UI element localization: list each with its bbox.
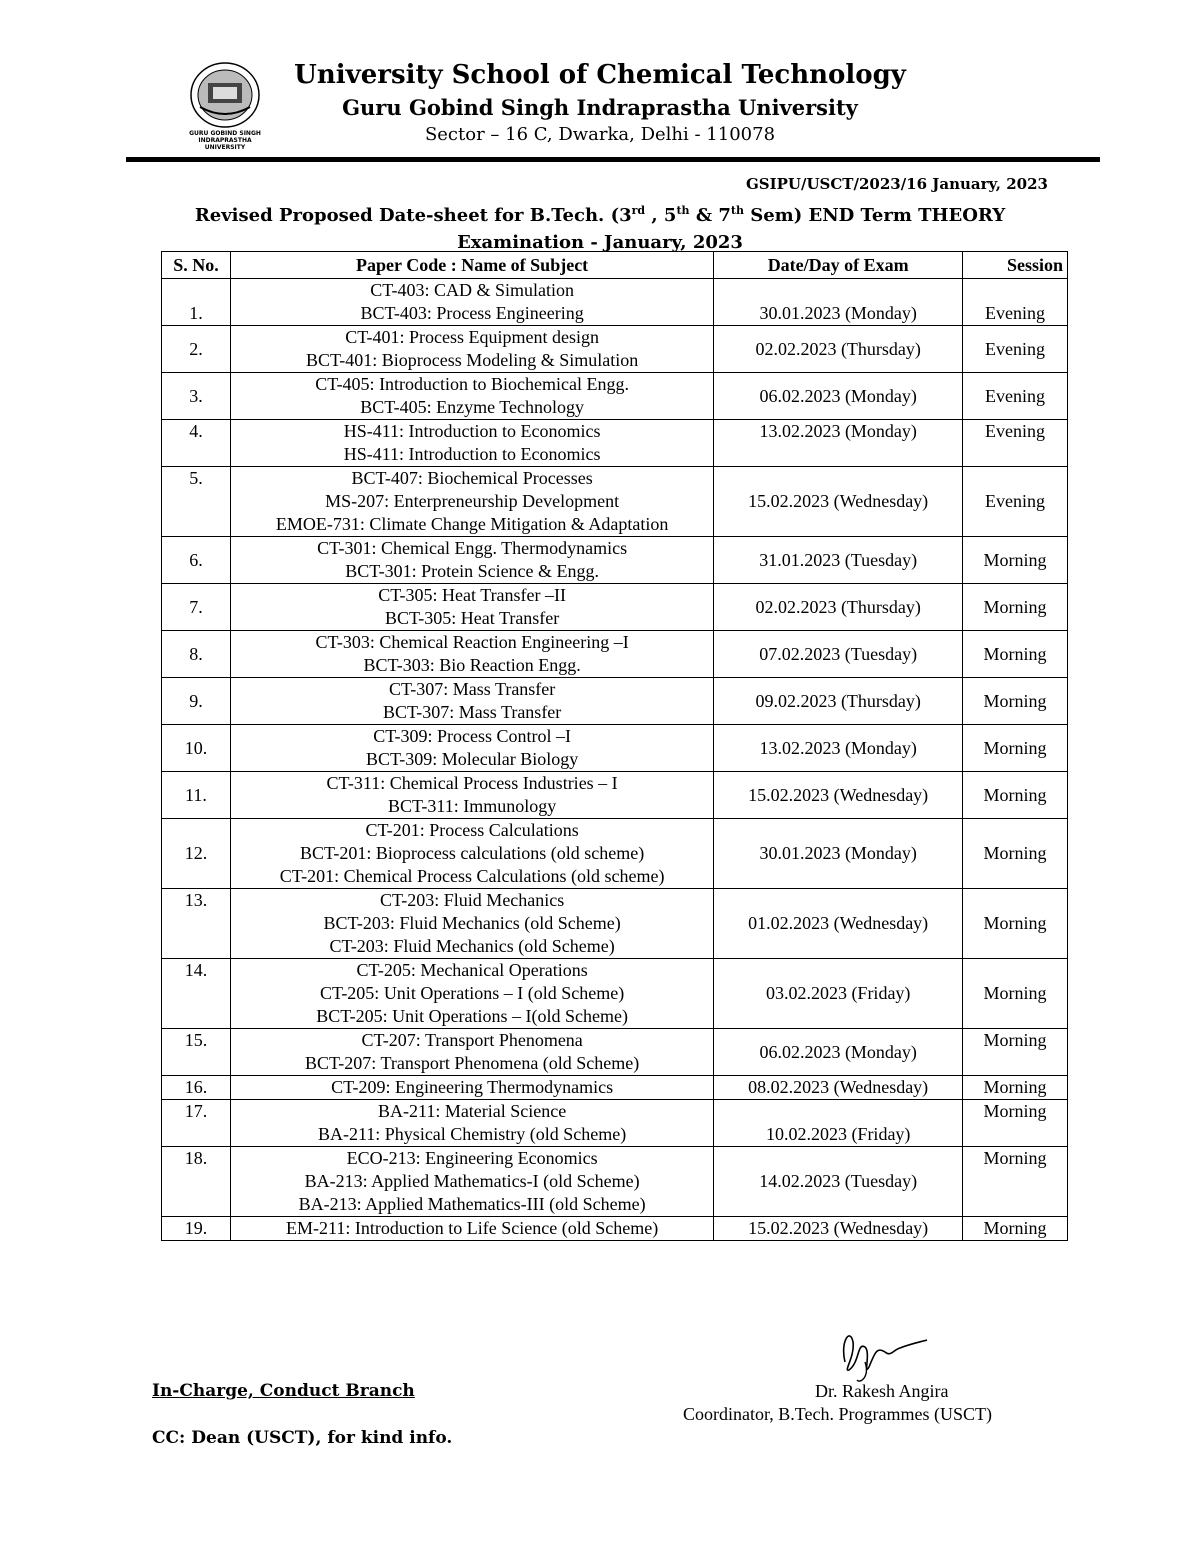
cell-session: Morning bbox=[963, 1076, 1068, 1100]
incharge-label: In-Charge, Conduct Branch bbox=[152, 1381, 415, 1401]
svg-text:UNIVERSITY: UNIVERSITY bbox=[204, 144, 246, 150]
header-paper: Paper Code : Name of Subject bbox=[230, 252, 713, 279]
cell-session: Morning bbox=[963, 959, 1068, 1029]
paper-line: BCT-203: Fluid Mechanics (old Scheme) bbox=[323, 913, 621, 933]
header-date: Date/Day of Exam bbox=[714, 252, 963, 279]
signature bbox=[835, 1322, 930, 1384]
table-row bbox=[162, 420, 1068, 467]
cell-date: 13.02.2023 (Monday) bbox=[714, 725, 963, 772]
paper-line: BCT-403: Process Engineering bbox=[360, 303, 584, 323]
cell-papers bbox=[230, 467, 713, 537]
paper-line: CT-205: Unit Operations – I (old Scheme) bbox=[319, 983, 625, 1003]
cell-papers bbox=[230, 1100, 713, 1147]
cell-date: 14.02.2023 (Tuesday) bbox=[714, 1147, 963, 1217]
paper-line: CT-201: Chemical Process Calculations (old scheme) bbox=[279, 866, 665, 886]
cell-date: 06.02.2023 (Monday) bbox=[714, 1029, 963, 1076]
table-row bbox=[162, 467, 1068, 537]
cell-papers bbox=[230, 725, 713, 772]
paper-line: CT-203: Fluid Mechanics bbox=[379, 890, 565, 910]
address: Sector – 16 C, Dwarka, Delhi - 110078 bbox=[424, 124, 776, 145]
cell-date: 30.01.2023 (Monday) bbox=[714, 279, 963, 326]
cell-session: Evening bbox=[963, 420, 1068, 467]
paper-line: BCT-309: Molecular Biology bbox=[365, 749, 579, 769]
table-row bbox=[162, 584, 1068, 631]
paper-line: CT-311: Chemical Process Industries – I bbox=[326, 773, 618, 793]
paper-line: CT-207: Transport Phenomena bbox=[361, 1030, 583, 1050]
paper-line: BCT-305: Heat Transfer bbox=[384, 608, 560, 628]
paper-line: ECO-213: Engineering Economics bbox=[346, 1148, 598, 1168]
svg-text:INDRAPRASTHA: INDRAPRASTHA bbox=[198, 137, 252, 144]
cell-session: Morning bbox=[963, 1100, 1068, 1147]
paper-line: CT-301: Chemical Engg. Thermodynamics bbox=[317, 538, 628, 558]
paper-line: BCT-303: Bio Reaction Engg. bbox=[363, 655, 581, 675]
cell-session: Morning bbox=[963, 725, 1068, 772]
paper-line: BCT-405: Enzyme Technology bbox=[360, 397, 584, 417]
cell-papers bbox=[230, 678, 713, 725]
table-row bbox=[162, 537, 1068, 584]
cell-session: Morning bbox=[963, 631, 1068, 678]
cell-sno: 19. bbox=[162, 1217, 231, 1241]
cell-session: Morning bbox=[963, 584, 1068, 631]
cell-sno: 10. bbox=[162, 725, 231, 772]
table-row bbox=[162, 725, 1068, 772]
paper-line: CT-305: Heat Transfer –II bbox=[378, 585, 567, 605]
cell-date: 03.02.2023 (Friday) bbox=[714, 959, 963, 1029]
paper-line: HS-411: Introduction to Economics bbox=[343, 444, 601, 464]
cell-session: Morning bbox=[963, 1029, 1068, 1076]
paper-line: BA-213: Applied Mathematics-I (old Scheme) bbox=[304, 1171, 640, 1191]
school-name: University School of Chemical Technology bbox=[294, 60, 906, 90]
paper-line: MS-207: Enterpreneurship Development bbox=[325, 491, 620, 511]
title-line-2: Examination - January, 2023 bbox=[457, 232, 743, 253]
table-row bbox=[162, 279, 1068, 326]
table-row bbox=[162, 1217, 1068, 1241]
cell-papers bbox=[230, 326, 713, 373]
date-sheet-table bbox=[161, 251, 1068, 1241]
cell-session: Morning bbox=[963, 1217, 1068, 1241]
cell-session: Morning bbox=[963, 772, 1068, 819]
cell-papers bbox=[230, 1147, 713, 1217]
paper-line: BCT-311: Immunology bbox=[388, 796, 557, 816]
paper-line: CT-405: Introduction to Biochemical Engg. bbox=[315, 374, 630, 394]
signatory-role: Coordinator, B.Tech. Programmes (USCT) bbox=[683, 1404, 992, 1424]
cell-date: 02.02.2023 (Thursday) bbox=[714, 326, 963, 373]
cell-date: 15.02.2023 (Wednesday) bbox=[714, 467, 963, 537]
paper-line: HS-411: Introduction to Economics bbox=[343, 421, 601, 441]
cell-papers bbox=[230, 819, 713, 889]
cell-session: Morning bbox=[963, 537, 1068, 584]
paper-line: CT-307: Mass Transfer bbox=[388, 679, 556, 699]
cell-sno: 9. bbox=[162, 678, 231, 725]
cell-papers bbox=[230, 373, 713, 420]
cell-date: 10.02.2023 (Friday) bbox=[714, 1100, 963, 1147]
cell-date: 13.02.2023 (Monday) bbox=[714, 420, 963, 467]
cell-sno: 15. bbox=[162, 1029, 231, 1076]
cell-sno: 12. bbox=[162, 819, 231, 889]
cell-papers bbox=[230, 1217, 713, 1241]
cell-sno: 14. bbox=[162, 959, 231, 1029]
paper-line: BCT-205: Unit Operations – I(old Scheme) bbox=[316, 1006, 629, 1026]
paper-line: CT-205: Mechanical Operations bbox=[356, 960, 588, 980]
table-row bbox=[162, 326, 1068, 373]
cell-papers bbox=[230, 631, 713, 678]
table-row bbox=[162, 1147, 1068, 1217]
paper-line: BCT-401: Bioprocess Modeling & Simulation bbox=[305, 350, 639, 370]
paper-line: EMOE-731: Climate Change Mitigation & Adaptation bbox=[275, 514, 669, 534]
cell-session: Evening bbox=[963, 373, 1068, 420]
cell-sno: 18. bbox=[162, 1147, 231, 1217]
cell-session: Evening bbox=[963, 279, 1068, 326]
cell-session: Morning bbox=[963, 1147, 1068, 1217]
cell-sno: 13. bbox=[162, 889, 231, 959]
paper-line: BCT-201: Bioprocess calculations (old scheme) bbox=[299, 843, 645, 863]
cell-date: 01.02.2023 (Wednesday) bbox=[714, 889, 963, 959]
cell-date: 15.02.2023 (Wednesday) bbox=[714, 772, 963, 819]
paper-line: BA-211: Physical Chemistry (old Scheme) bbox=[317, 1124, 627, 1144]
table-row bbox=[162, 373, 1068, 420]
cell-date: 02.02.2023 (Thursday) bbox=[714, 584, 963, 631]
table-row bbox=[162, 772, 1068, 819]
table-row bbox=[162, 1029, 1068, 1076]
cell-papers bbox=[230, 584, 713, 631]
table-row bbox=[162, 889, 1068, 959]
cell-sno: 5. bbox=[162, 467, 231, 537]
paper-line: CT-203: Fluid Mechanics (old Scheme) bbox=[329, 936, 615, 956]
paper-line: CT-309: Process Control –I bbox=[373, 726, 572, 746]
cell-sno: 6. bbox=[162, 537, 231, 584]
paper-line: CT-209: Engineering Thermodynamics bbox=[331, 1077, 614, 1097]
table-row bbox=[162, 1076, 1068, 1100]
table-row bbox=[162, 959, 1068, 1029]
cc-note: CC: Dean (USCT), for kind info. bbox=[152, 1428, 453, 1448]
paper-line: EM-211: Introduction to Life Science (old Scheme) bbox=[286, 1218, 659, 1238]
cell-papers bbox=[230, 537, 713, 584]
cell-session: Morning bbox=[963, 889, 1068, 959]
cell-papers bbox=[230, 279, 713, 326]
table-row bbox=[162, 631, 1068, 678]
cell-sno: 4. bbox=[162, 420, 231, 467]
cell-sno: 3. bbox=[162, 373, 231, 420]
paper-line: BCT-407: Biochemical Processes bbox=[351, 468, 593, 488]
reference-number: GSIPU/USCT/2023/16 January, 2023 bbox=[745, 175, 1048, 193]
cell-session: Morning bbox=[963, 678, 1068, 725]
header-session: Session bbox=[963, 252, 1068, 279]
cell-papers bbox=[230, 420, 713, 467]
table-row bbox=[162, 678, 1068, 725]
header-divider bbox=[126, 157, 1100, 162]
paper-line: BCT-207: Transport Phenomena (old Scheme) bbox=[304, 1053, 640, 1073]
paper-line: CT-401: Process Equipment design bbox=[345, 327, 600, 347]
cell-papers bbox=[230, 889, 713, 959]
paper-line: BCT-307: Mass Transfer bbox=[382, 702, 562, 722]
signatory-name: Dr. Rakesh Angira bbox=[815, 1381, 949, 1401]
cell-sno: 7. bbox=[162, 584, 231, 631]
university-name: Guru Gobind Singh Indraprastha University bbox=[342, 95, 858, 120]
title-line-1: Revised Proposed Date-sheet for B.Tech. (3rd , 5th & 7th Sem) END Term THEORY bbox=[194, 204, 1006, 226]
cell-papers bbox=[230, 772, 713, 819]
paper-line: CT-303: Chemical Reaction Engineering –I bbox=[315, 632, 629, 652]
cell-session: Morning bbox=[963, 819, 1068, 889]
cell-session: Evening bbox=[963, 467, 1068, 537]
cell-papers bbox=[230, 959, 713, 1029]
document-title bbox=[150, 197, 1050, 256]
table-row bbox=[162, 1100, 1068, 1147]
cell-date: 09.02.2023 (Thursday) bbox=[714, 678, 963, 725]
cell-sno: 8. bbox=[162, 631, 231, 678]
cell-papers bbox=[230, 1029, 713, 1076]
table-row bbox=[162, 819, 1068, 889]
cell-sno: 17. bbox=[162, 1100, 231, 1147]
cell-date: 07.02.2023 (Tuesday) bbox=[714, 631, 963, 678]
cell-sno: 1. bbox=[162, 279, 231, 326]
paper-line: CT-403: CAD & Simulation bbox=[370, 280, 575, 300]
paper-line: BA-213: Applied Mathematics-III (old Scheme) bbox=[298, 1194, 646, 1214]
paper-line: BCT-301: Protein Science & Engg. bbox=[345, 561, 600, 581]
cell-sno: 11. bbox=[162, 772, 231, 819]
paper-line: BA-211: Material Science bbox=[377, 1101, 567, 1121]
svg-text:GURU GOBIND SINGH: GURU GOBIND SINGH bbox=[189, 130, 261, 137]
cell-sno: 2. bbox=[162, 326, 231, 373]
cell-date: 06.02.2023 (Monday) bbox=[714, 373, 963, 420]
paper-line: CT-201: Process Calculations bbox=[365, 820, 579, 840]
cell-papers bbox=[230, 1076, 713, 1100]
table-header-row bbox=[162, 252, 1068, 279]
cell-date: 31.01.2023 (Tuesday) bbox=[714, 537, 963, 584]
cell-date: 08.02.2023 (Wednesday) bbox=[714, 1076, 963, 1100]
cell-sno: 16. bbox=[162, 1076, 231, 1100]
cell-date: 30.01.2023 (Monday) bbox=[714, 819, 963, 889]
cell-session: Evening bbox=[963, 326, 1068, 373]
header-sno: S. No. bbox=[162, 252, 231, 279]
cell-date: 15.02.2023 (Wednesday) bbox=[714, 1217, 963, 1241]
